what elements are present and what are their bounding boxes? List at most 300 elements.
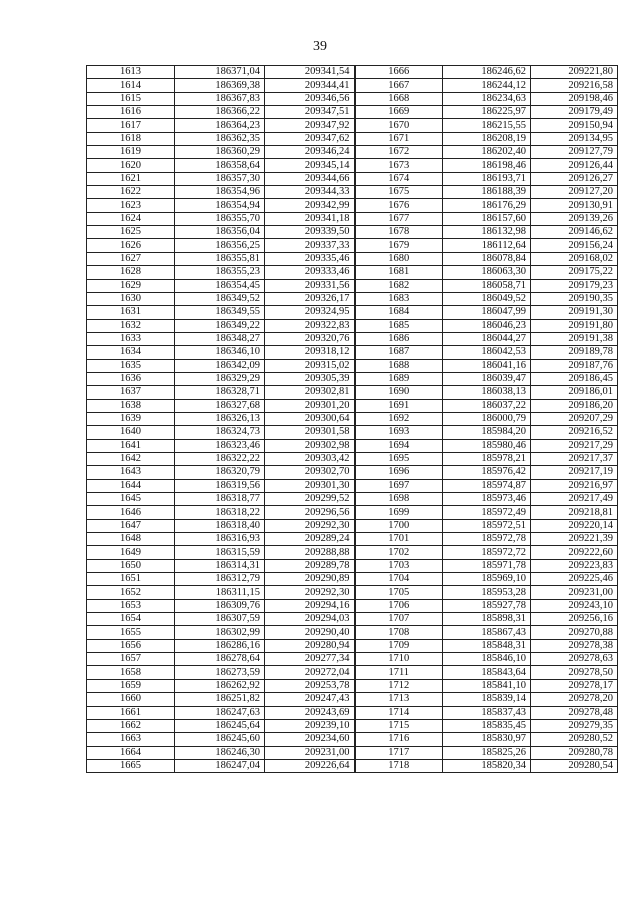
point-number-right: 1676 bbox=[355, 199, 443, 212]
table-row bbox=[87, 666, 618, 679]
point-number-left: 1617 bbox=[87, 119, 175, 132]
point-number-right: 1696 bbox=[355, 466, 443, 479]
table-row bbox=[87, 466, 618, 479]
point-number-right: 1683 bbox=[355, 292, 443, 305]
point-number-left: 1653 bbox=[87, 599, 175, 612]
x-coordinate-right: 185837,43 bbox=[443, 706, 531, 719]
x-coordinate-left: 186324,73 bbox=[175, 426, 265, 439]
x-coordinate-right: 185820,34 bbox=[443, 759, 531, 772]
x-coordinate-left: 186358,64 bbox=[175, 159, 265, 172]
y-coordinate-right: 209127,20 bbox=[531, 186, 618, 199]
table-row bbox=[87, 679, 618, 692]
y-coordinate-left: 209302,81 bbox=[265, 386, 355, 399]
y-coordinate-left: 209301,58 bbox=[265, 426, 355, 439]
table-row bbox=[87, 386, 618, 399]
x-coordinate-left: 186366,22 bbox=[175, 106, 265, 119]
x-coordinate-right: 186244,12 bbox=[443, 79, 531, 92]
y-coordinate-left: 209344,66 bbox=[265, 172, 355, 185]
x-coordinate-left: 186245,60 bbox=[175, 733, 265, 746]
point-number-right: 1711 bbox=[355, 666, 443, 679]
table-row bbox=[87, 479, 618, 492]
y-coordinate-right: 209126,44 bbox=[531, 159, 618, 172]
point-number-left: 1638 bbox=[87, 399, 175, 412]
table-row bbox=[87, 252, 618, 265]
point-number-right: 1686 bbox=[355, 332, 443, 345]
x-coordinate-right: 186215,55 bbox=[443, 119, 531, 132]
x-coordinate-left: 186369,38 bbox=[175, 79, 265, 92]
point-number-left: 1623 bbox=[87, 199, 175, 212]
x-coordinate-right: 185978,21 bbox=[443, 452, 531, 465]
table-row bbox=[87, 266, 618, 279]
table-row bbox=[87, 359, 618, 372]
x-coordinate-right: 186063,30 bbox=[443, 266, 531, 279]
point-number-left: 1627 bbox=[87, 252, 175, 265]
y-coordinate-left: 209346,56 bbox=[265, 92, 355, 105]
y-coordinate-right: 209278,20 bbox=[531, 693, 618, 706]
point-number-left: 1624 bbox=[87, 212, 175, 225]
y-coordinate-right: 209278,63 bbox=[531, 653, 618, 666]
table-row bbox=[87, 372, 618, 385]
x-coordinate-right: 185971,78 bbox=[443, 559, 531, 572]
y-coordinate-left: 209301,20 bbox=[265, 399, 355, 412]
point-number-right: 1697 bbox=[355, 479, 443, 492]
point-number-left: 1648 bbox=[87, 533, 175, 546]
table-row bbox=[87, 79, 618, 92]
point-number-left: 1620 bbox=[87, 159, 175, 172]
page-number: 39 bbox=[313, 39, 327, 54]
point-number-left: 1664 bbox=[87, 746, 175, 759]
point-number-right: 1706 bbox=[355, 599, 443, 612]
x-coordinate-left: 186346,10 bbox=[175, 346, 265, 359]
x-coordinate-right: 185846,10 bbox=[443, 653, 531, 666]
x-coordinate-right: 185830,97 bbox=[443, 733, 531, 746]
point-number-left: 1621 bbox=[87, 172, 175, 185]
table-row bbox=[87, 426, 618, 439]
x-coordinate-left: 186312,79 bbox=[175, 573, 265, 586]
x-coordinate-right: 186049,52 bbox=[443, 292, 531, 305]
x-coordinate-left: 186247,04 bbox=[175, 759, 265, 772]
point-number-right: 1675 bbox=[355, 186, 443, 199]
y-coordinate-right: 209179,49 bbox=[531, 106, 618, 119]
y-coordinate-right: 209134,95 bbox=[531, 132, 618, 145]
point-number-left: 1657 bbox=[87, 653, 175, 666]
x-coordinate-right: 185969,10 bbox=[443, 573, 531, 586]
point-number-right: 1671 bbox=[355, 132, 443, 145]
x-coordinate-left: 186278,64 bbox=[175, 653, 265, 666]
point-number-right: 1712 bbox=[355, 679, 443, 692]
x-coordinate-left: 186326,13 bbox=[175, 412, 265, 425]
point-number-right: 1707 bbox=[355, 613, 443, 626]
y-coordinate-right: 209190,35 bbox=[531, 292, 618, 305]
point-number-right: 1702 bbox=[355, 546, 443, 559]
x-coordinate-right: 186041,16 bbox=[443, 359, 531, 372]
y-coordinate-right: 209243,10 bbox=[531, 599, 618, 612]
y-coordinate-right: 209256,16 bbox=[531, 613, 618, 626]
y-coordinate-left: 209234,60 bbox=[265, 733, 355, 746]
x-coordinate-left: 186273,59 bbox=[175, 666, 265, 679]
x-coordinate-left: 186354,94 bbox=[175, 199, 265, 212]
x-coordinate-right: 185841,10 bbox=[443, 679, 531, 692]
point-number-right: 1689 bbox=[355, 372, 443, 385]
x-coordinate-right: 186234,63 bbox=[443, 92, 531, 105]
y-coordinate-left: 209292,30 bbox=[265, 519, 355, 532]
table-row bbox=[87, 452, 618, 465]
point-number-left: 1654 bbox=[87, 613, 175, 626]
y-coordinate-right: 209231,00 bbox=[531, 586, 618, 599]
x-coordinate-left: 186302,99 bbox=[175, 626, 265, 639]
y-coordinate-left: 209290,40 bbox=[265, 626, 355, 639]
x-coordinate-left: 186262,92 bbox=[175, 679, 265, 692]
point-number-right: 1713 bbox=[355, 693, 443, 706]
point-number-left: 1642 bbox=[87, 452, 175, 465]
x-coordinate-left: 186356,04 bbox=[175, 226, 265, 239]
point-number-right: 1708 bbox=[355, 626, 443, 639]
y-coordinate-right: 209189,78 bbox=[531, 346, 618, 359]
y-coordinate-left: 209347,92 bbox=[265, 119, 355, 132]
y-coordinate-right: 209217,49 bbox=[531, 493, 618, 506]
x-coordinate-right: 186193,71 bbox=[443, 172, 531, 185]
point-number-left: 1644 bbox=[87, 479, 175, 492]
y-coordinate-left: 209344,33 bbox=[265, 186, 355, 199]
x-coordinate-right: 186046,23 bbox=[443, 319, 531, 332]
point-number-left: 1614 bbox=[87, 79, 175, 92]
point-number-left: 1658 bbox=[87, 666, 175, 679]
point-number-left: 1622 bbox=[87, 186, 175, 199]
x-coordinate-left: 186349,22 bbox=[175, 319, 265, 332]
point-number-left: 1665 bbox=[87, 759, 175, 772]
y-coordinate-right: 209130,91 bbox=[531, 199, 618, 212]
point-number-left: 1634 bbox=[87, 346, 175, 359]
point-number-left: 1646 bbox=[87, 506, 175, 519]
point-number-left: 1652 bbox=[87, 586, 175, 599]
x-coordinate-right: 185927,78 bbox=[443, 599, 531, 612]
y-coordinate-left: 209289,24 bbox=[265, 533, 355, 546]
x-coordinate-left: 186371,04 bbox=[175, 66, 265, 79]
point-number-left: 1619 bbox=[87, 146, 175, 159]
x-coordinate-left: 186355,70 bbox=[175, 212, 265, 225]
y-coordinate-left: 209272,04 bbox=[265, 666, 355, 679]
x-coordinate-left: 186309,76 bbox=[175, 599, 265, 612]
x-coordinate-right: 186078,84 bbox=[443, 252, 531, 265]
y-coordinate-left: 209277,34 bbox=[265, 653, 355, 666]
point-number-right: 1666 bbox=[355, 66, 443, 79]
x-coordinate-right: 186157,60 bbox=[443, 212, 531, 225]
point-number-right: 1694 bbox=[355, 439, 443, 452]
y-coordinate-right: 209280,54 bbox=[531, 759, 618, 772]
x-coordinate-right: 186047,99 bbox=[443, 306, 531, 319]
table-row bbox=[87, 719, 618, 732]
x-coordinate-right: 185973,46 bbox=[443, 493, 531, 506]
table-row bbox=[87, 586, 618, 599]
point-number-right: 1674 bbox=[355, 172, 443, 185]
table-row bbox=[87, 226, 618, 239]
point-number-left: 1629 bbox=[87, 279, 175, 292]
point-number-right: 1700 bbox=[355, 519, 443, 532]
point-number-right: 1703 bbox=[355, 559, 443, 572]
y-coordinate-right: 209198,46 bbox=[531, 92, 618, 105]
point-number-left: 1630 bbox=[87, 292, 175, 305]
x-coordinate-left: 186316,93 bbox=[175, 533, 265, 546]
point-number-left: 1635 bbox=[87, 359, 175, 372]
y-coordinate-left: 209347,51 bbox=[265, 106, 355, 119]
y-coordinate-left: 209341,18 bbox=[265, 212, 355, 225]
x-coordinate-right: 186042,53 bbox=[443, 346, 531, 359]
x-coordinate-left: 186245,64 bbox=[175, 719, 265, 732]
y-coordinate-right: 209222,60 bbox=[531, 546, 618, 559]
point-number-left: 1660 bbox=[87, 693, 175, 706]
x-coordinate-right: 185867,43 bbox=[443, 626, 531, 639]
y-coordinate-left: 209288,88 bbox=[265, 546, 355, 559]
x-coordinate-right: 186037,22 bbox=[443, 399, 531, 412]
y-coordinate-right: 209278,38 bbox=[531, 639, 618, 652]
y-coordinate-left: 209253,78 bbox=[265, 679, 355, 692]
point-number-left: 1640 bbox=[87, 426, 175, 439]
x-coordinate-left: 186354,96 bbox=[175, 186, 265, 199]
table-row bbox=[87, 306, 618, 319]
point-number-right: 1681 bbox=[355, 266, 443, 279]
point-number-left: 1662 bbox=[87, 719, 175, 732]
point-number-right: 1679 bbox=[355, 239, 443, 252]
coordinates-table-body bbox=[87, 66, 618, 773]
point-number-right: 1692 bbox=[355, 412, 443, 425]
x-coordinate-left: 186329,29 bbox=[175, 372, 265, 385]
table-row bbox=[87, 439, 618, 452]
point-number-right: 1685 bbox=[355, 319, 443, 332]
y-coordinate-left: 209239,10 bbox=[265, 719, 355, 732]
x-coordinate-left: 186342,09 bbox=[175, 359, 265, 372]
point-number-right: 1716 bbox=[355, 733, 443, 746]
x-coordinate-left: 186356,25 bbox=[175, 239, 265, 252]
x-coordinate-right: 185984,20 bbox=[443, 426, 531, 439]
x-coordinate-right: 186039,47 bbox=[443, 372, 531, 385]
x-coordinate-left: 186286,16 bbox=[175, 639, 265, 652]
x-coordinate-left: 186360,29 bbox=[175, 146, 265, 159]
y-coordinate-right: 209127,79 bbox=[531, 146, 618, 159]
point-number-left: 1637 bbox=[87, 386, 175, 399]
table-row bbox=[87, 66, 618, 79]
x-coordinate-left: 186322,22 bbox=[175, 452, 265, 465]
coordinates-table bbox=[86, 65, 618, 773]
point-number-right: 1698 bbox=[355, 493, 443, 506]
x-coordinate-right: 186225,97 bbox=[443, 106, 531, 119]
x-coordinate-right: 186132,98 bbox=[443, 226, 531, 239]
x-coordinate-right: 186176,29 bbox=[443, 199, 531, 212]
y-coordinate-right: 209186,45 bbox=[531, 372, 618, 385]
point-number-left: 1632 bbox=[87, 319, 175, 332]
y-coordinate-left: 209335,46 bbox=[265, 252, 355, 265]
point-number-right: 1684 bbox=[355, 306, 443, 319]
table-row bbox=[87, 559, 618, 572]
point-number-right: 1669 bbox=[355, 106, 443, 119]
table-row bbox=[87, 292, 618, 305]
table-row bbox=[87, 172, 618, 185]
point-number-right: 1670 bbox=[355, 119, 443, 132]
x-coordinate-left: 186357,30 bbox=[175, 172, 265, 185]
point-number-right: 1673 bbox=[355, 159, 443, 172]
point-number-right: 1714 bbox=[355, 706, 443, 719]
x-coordinate-right: 185848,31 bbox=[443, 639, 531, 652]
point-number-right: 1718 bbox=[355, 759, 443, 772]
x-coordinate-left: 186318,77 bbox=[175, 493, 265, 506]
y-coordinate-right: 209126,27 bbox=[531, 172, 618, 185]
y-coordinate-right: 209221,80 bbox=[531, 66, 618, 79]
x-coordinate-right: 185976,42 bbox=[443, 466, 531, 479]
y-coordinate-left: 209302,98 bbox=[265, 439, 355, 452]
y-coordinate-left: 209346,24 bbox=[265, 146, 355, 159]
x-coordinate-left: 186349,52 bbox=[175, 292, 265, 305]
x-coordinate-right: 186058,71 bbox=[443, 279, 531, 292]
table-row bbox=[87, 733, 618, 746]
point-number-right: 1695 bbox=[355, 452, 443, 465]
x-coordinate-left: 186247,63 bbox=[175, 706, 265, 719]
table-row bbox=[87, 639, 618, 652]
x-coordinate-left: 186246,30 bbox=[175, 746, 265, 759]
point-number-left: 1655 bbox=[87, 626, 175, 639]
x-coordinate-right: 185972,72 bbox=[443, 546, 531, 559]
y-coordinate-left: 209302,70 bbox=[265, 466, 355, 479]
point-number-left: 1661 bbox=[87, 706, 175, 719]
point-number-right: 1687 bbox=[355, 346, 443, 359]
x-coordinate-right: 185839,14 bbox=[443, 693, 531, 706]
point-number-left: 1636 bbox=[87, 372, 175, 385]
x-coordinate-right: 185980,46 bbox=[443, 439, 531, 452]
table-row bbox=[87, 493, 618, 506]
x-coordinate-right: 186112,64 bbox=[443, 239, 531, 252]
y-coordinate-left: 209305,39 bbox=[265, 372, 355, 385]
y-coordinate-left: 209333,46 bbox=[265, 266, 355, 279]
table-row bbox=[87, 399, 618, 412]
y-coordinate-right: 209146,62 bbox=[531, 226, 618, 239]
y-coordinate-left: 209344,41 bbox=[265, 79, 355, 92]
x-coordinate-left: 186318,40 bbox=[175, 519, 265, 532]
y-coordinate-left: 209243,69 bbox=[265, 706, 355, 719]
y-coordinate-right: 209150,94 bbox=[531, 119, 618, 132]
table-row bbox=[87, 759, 618, 772]
y-coordinate-right: 209217,29 bbox=[531, 439, 618, 452]
point-number-left: 1615 bbox=[87, 92, 175, 105]
y-coordinate-left: 209303,42 bbox=[265, 452, 355, 465]
point-number-left: 1613 bbox=[87, 66, 175, 79]
y-coordinate-right: 209175,22 bbox=[531, 266, 618, 279]
x-coordinate-right: 186198,46 bbox=[443, 159, 531, 172]
y-coordinate-left: 209301,30 bbox=[265, 479, 355, 492]
table-row bbox=[87, 746, 618, 759]
x-coordinate-left: 186307,59 bbox=[175, 613, 265, 626]
y-coordinate-right: 209278,48 bbox=[531, 706, 618, 719]
y-coordinate-right: 209225,46 bbox=[531, 573, 618, 586]
table-row bbox=[87, 573, 618, 586]
y-coordinate-right: 209186,01 bbox=[531, 386, 618, 399]
x-coordinate-left: 186327,68 bbox=[175, 399, 265, 412]
point-number-left: 1631 bbox=[87, 306, 175, 319]
x-coordinate-right: 186038,13 bbox=[443, 386, 531, 399]
table-row bbox=[87, 146, 618, 159]
y-coordinate-left: 209318,12 bbox=[265, 346, 355, 359]
table-row bbox=[87, 693, 618, 706]
y-coordinate-right: 209217,37 bbox=[531, 452, 618, 465]
y-coordinate-right: 209278,50 bbox=[531, 666, 618, 679]
table-row bbox=[87, 346, 618, 359]
point-number-right: 1709 bbox=[355, 639, 443, 652]
table-row bbox=[87, 519, 618, 532]
x-coordinate-left: 186354,45 bbox=[175, 279, 265, 292]
x-coordinate-left: 186318,22 bbox=[175, 506, 265, 519]
point-number-left: 1651 bbox=[87, 573, 175, 586]
y-coordinate-right: 209280,52 bbox=[531, 733, 618, 746]
x-coordinate-left: 186349,55 bbox=[175, 306, 265, 319]
point-number-right: 1717 bbox=[355, 746, 443, 759]
y-coordinate-left: 209315,02 bbox=[265, 359, 355, 372]
y-coordinate-right: 209221,39 bbox=[531, 533, 618, 546]
y-coordinate-right: 209278,17 bbox=[531, 679, 618, 692]
x-coordinate-left: 186320,79 bbox=[175, 466, 265, 479]
y-coordinate-right: 209216,97 bbox=[531, 479, 618, 492]
table-row bbox=[87, 199, 618, 212]
point-number-left: 1647 bbox=[87, 519, 175, 532]
y-coordinate-left: 209347,62 bbox=[265, 132, 355, 145]
x-coordinate-right: 185972,78 bbox=[443, 533, 531, 546]
table-row bbox=[87, 106, 618, 119]
table-row bbox=[87, 132, 618, 145]
point-number-right: 1668 bbox=[355, 92, 443, 105]
table-row bbox=[87, 706, 618, 719]
point-number-right: 1690 bbox=[355, 386, 443, 399]
table-row bbox=[87, 599, 618, 612]
point-number-left: 1641 bbox=[87, 439, 175, 452]
x-coordinate-left: 186315,59 bbox=[175, 546, 265, 559]
y-coordinate-right: 209216,58 bbox=[531, 79, 618, 92]
x-coordinate-left: 186323,46 bbox=[175, 439, 265, 452]
y-coordinate-left: 209322,83 bbox=[265, 319, 355, 332]
point-number-left: 1618 bbox=[87, 132, 175, 145]
x-coordinate-left: 186367,83 bbox=[175, 92, 265, 105]
y-coordinate-left: 209231,00 bbox=[265, 746, 355, 759]
point-number-right: 1678 bbox=[355, 226, 443, 239]
point-number-left: 1656 bbox=[87, 639, 175, 652]
y-coordinate-left: 209300,64 bbox=[265, 412, 355, 425]
x-coordinate-left: 186364,23 bbox=[175, 119, 265, 132]
point-number-right: 1688 bbox=[355, 359, 443, 372]
y-coordinate-left: 209326,17 bbox=[265, 292, 355, 305]
y-coordinate-left: 209280,94 bbox=[265, 639, 355, 652]
table-row bbox=[87, 626, 618, 639]
x-coordinate-left: 186251,82 bbox=[175, 693, 265, 706]
y-coordinate-right: 209187,76 bbox=[531, 359, 618, 372]
y-coordinate-right: 209279,35 bbox=[531, 719, 618, 732]
point-number-right: 1699 bbox=[355, 506, 443, 519]
table-row bbox=[87, 119, 618, 132]
y-coordinate-right: 209191,30 bbox=[531, 306, 618, 319]
table-row bbox=[87, 506, 618, 519]
x-coordinate-right: 185898,31 bbox=[443, 613, 531, 626]
point-number-right: 1682 bbox=[355, 279, 443, 292]
point-number-left: 1663 bbox=[87, 733, 175, 746]
table-row bbox=[87, 653, 618, 666]
point-number-left: 1616 bbox=[87, 106, 175, 119]
point-number-left: 1626 bbox=[87, 239, 175, 252]
point-number-left: 1650 bbox=[87, 559, 175, 572]
y-coordinate-right: 209220,14 bbox=[531, 519, 618, 532]
table-row bbox=[87, 546, 618, 559]
point-number-left: 1633 bbox=[87, 332, 175, 345]
y-coordinate-left: 209320,76 bbox=[265, 332, 355, 345]
y-coordinate-left: 209294,03 bbox=[265, 613, 355, 626]
table-row bbox=[87, 186, 618, 199]
point-number-left: 1639 bbox=[87, 412, 175, 425]
y-coordinate-right: 209139,26 bbox=[531, 212, 618, 225]
point-number-left: 1625 bbox=[87, 226, 175, 239]
y-coordinate-left: 209290,89 bbox=[265, 573, 355, 586]
